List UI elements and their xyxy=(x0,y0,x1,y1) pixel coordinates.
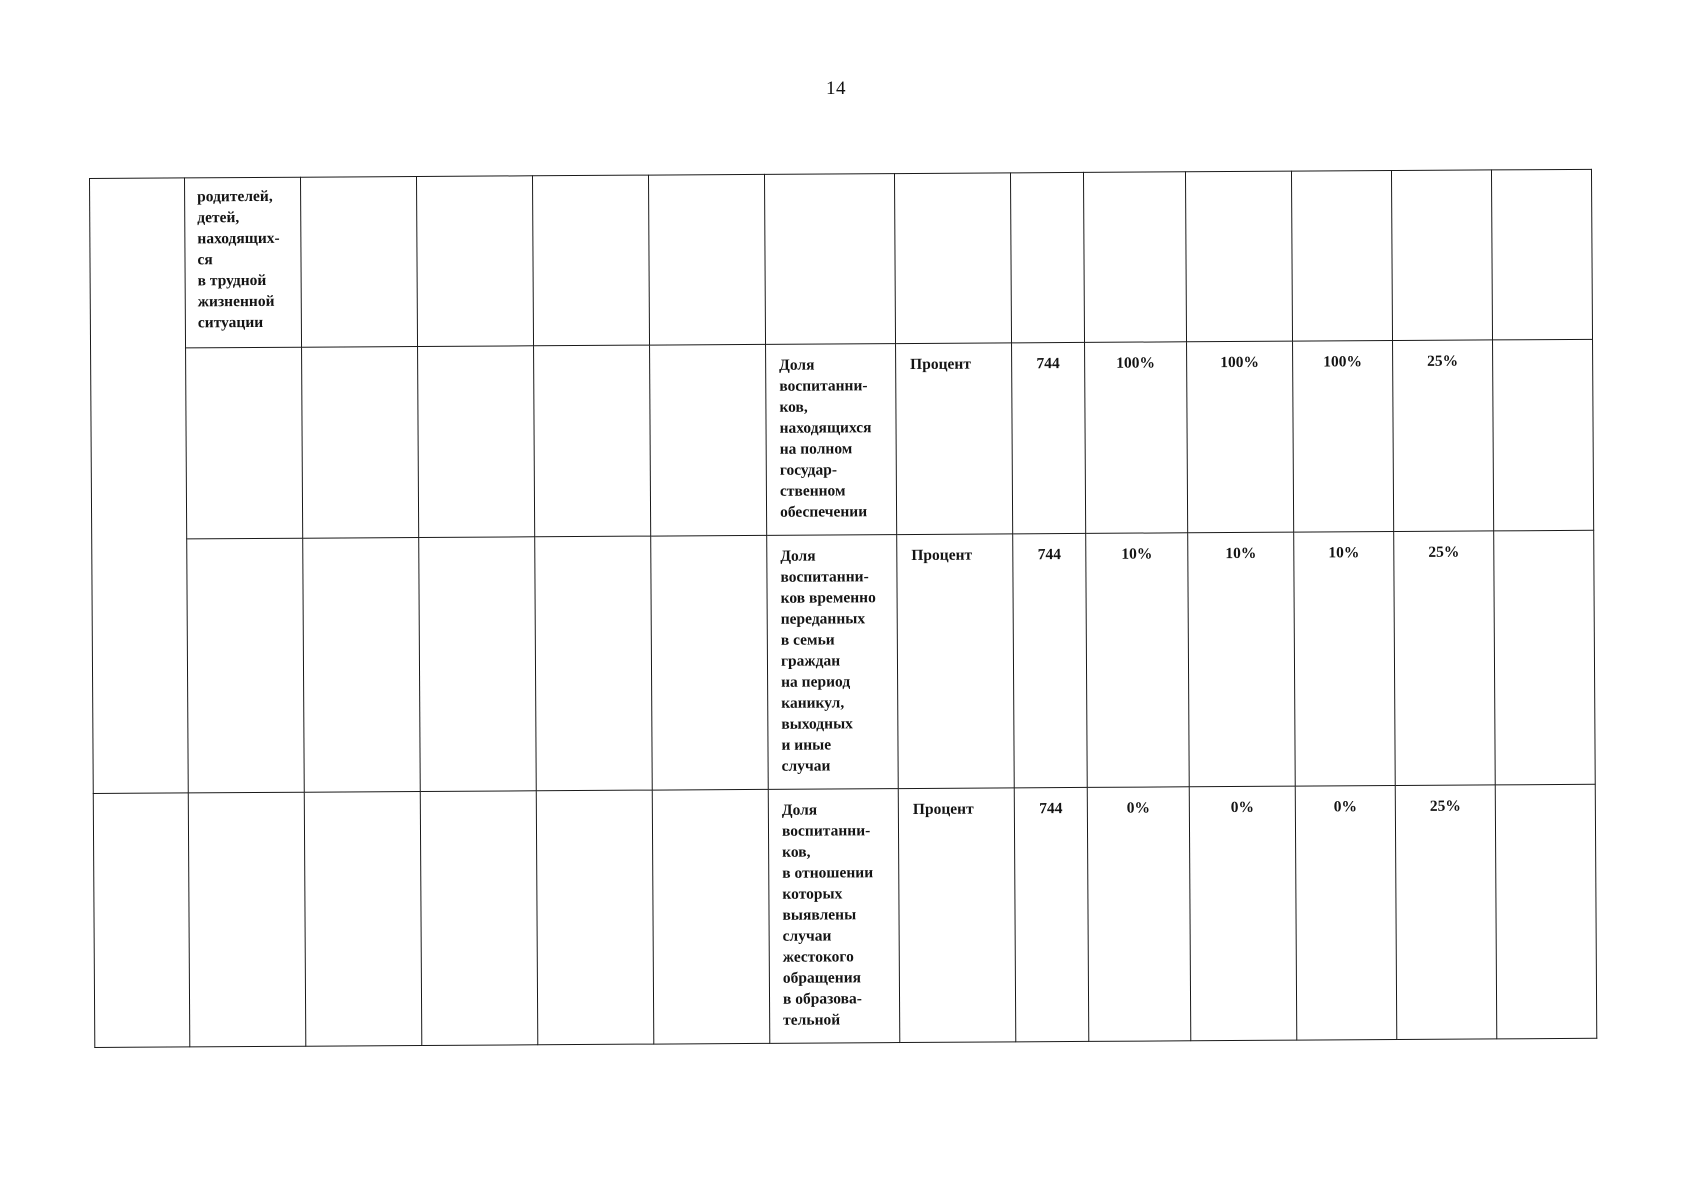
table-row xyxy=(92,530,1596,793)
table-cell xyxy=(650,344,767,536)
table-cell xyxy=(93,793,190,1048)
table-cell xyxy=(188,792,306,1047)
table-cell xyxy=(419,537,537,792)
table-cell xyxy=(420,791,538,1046)
table-row xyxy=(91,339,1594,539)
value-year-2: 100% xyxy=(1220,353,1260,372)
table-cell xyxy=(1185,171,1292,342)
table-cell xyxy=(764,174,895,345)
value-year-1: 100% xyxy=(1116,354,1156,372)
table-cell xyxy=(1491,169,1592,340)
table-cell xyxy=(1188,532,1296,787)
table-cell xyxy=(1085,342,1188,534)
deviation-value: 25% xyxy=(1428,543,1460,561)
deviation-value: 25% xyxy=(1429,797,1461,815)
indicator-name: Доля воспитанни- ков, находящихся на полном государ- ственном обеспечении xyxy=(779,356,872,521)
table-cell xyxy=(1395,785,1497,1040)
unit-text: Процент xyxy=(912,800,974,818)
table-cell xyxy=(1291,171,1392,342)
table-cell xyxy=(648,174,765,345)
table-cell xyxy=(186,347,303,539)
table-cell xyxy=(303,537,421,792)
unit-text: Процент xyxy=(911,546,973,564)
table-cell xyxy=(651,535,769,790)
table-cell xyxy=(1394,531,1496,786)
table-cell xyxy=(1493,339,1594,531)
value-year-3: 100% xyxy=(1323,353,1363,371)
table-cell xyxy=(532,175,649,346)
table-cell xyxy=(768,789,900,1044)
value-year-1: 0% xyxy=(1126,799,1151,817)
table-row xyxy=(93,784,1597,1047)
table-cell xyxy=(767,535,899,790)
table-cell xyxy=(302,346,419,538)
table-cell xyxy=(418,346,535,538)
table-cell xyxy=(898,788,1016,1043)
table-cell xyxy=(1294,532,1396,787)
table-cell xyxy=(1495,784,1597,1039)
table-cell xyxy=(1187,341,1294,533)
category-text: родителей, детей, находящих- ся в трудной жизненной ситуации xyxy=(197,187,280,332)
unit-code: 744 xyxy=(1036,355,1060,373)
table-cell xyxy=(187,538,305,793)
table-cell xyxy=(894,173,1011,344)
table-cell xyxy=(1086,533,1190,788)
value-year-3: 10% xyxy=(1328,544,1360,562)
table-cell xyxy=(1189,786,1297,1041)
table-cell xyxy=(1293,341,1394,533)
unit-code: 744 xyxy=(1037,546,1061,564)
table-cell xyxy=(304,791,422,1046)
table-cell xyxy=(1013,533,1088,787)
table-cell xyxy=(1010,172,1084,342)
table-cell xyxy=(90,178,189,794)
indicator-table xyxy=(89,169,1597,1048)
table-cell xyxy=(896,343,1013,535)
table-cell xyxy=(536,790,654,1045)
table-cell xyxy=(185,177,302,348)
table-cell xyxy=(300,176,417,347)
table-cell xyxy=(1087,787,1191,1042)
table-cell xyxy=(766,344,897,536)
table-cell xyxy=(1083,172,1186,343)
table-cell xyxy=(1393,340,1494,532)
value-year-2: 10% xyxy=(1225,544,1257,563)
value-year-2: 0% xyxy=(1230,798,1255,817)
indicator-name: Доля воспитанни- ков, в отношении которых выявлены случаи жестокого обращения в образова- тельной xyxy=(781,801,874,1029)
deviation-value: 25% xyxy=(1427,352,1459,370)
table-cell xyxy=(652,789,770,1044)
table-cell xyxy=(1494,530,1596,785)
value-year-3: 0% xyxy=(1333,798,1358,816)
value-year-1: 10% xyxy=(1121,545,1153,563)
table-cell xyxy=(1014,787,1089,1041)
table-cell xyxy=(1391,170,1492,341)
table-cell xyxy=(416,176,533,347)
table-row xyxy=(90,169,1593,348)
table-cell xyxy=(1295,786,1397,1041)
unit-text: Процент xyxy=(910,355,972,373)
page-number: 14 xyxy=(826,78,846,99)
indicator-name: Доля воспитанни- ков временно переданных в семьи граждан на период каникул, выходных и иные случаи xyxy=(780,547,876,775)
unit-code: 744 xyxy=(1039,800,1063,818)
table-cell xyxy=(534,345,651,537)
table-cell xyxy=(897,534,1015,789)
table-cell xyxy=(1012,342,1086,533)
table-cell xyxy=(535,536,653,791)
